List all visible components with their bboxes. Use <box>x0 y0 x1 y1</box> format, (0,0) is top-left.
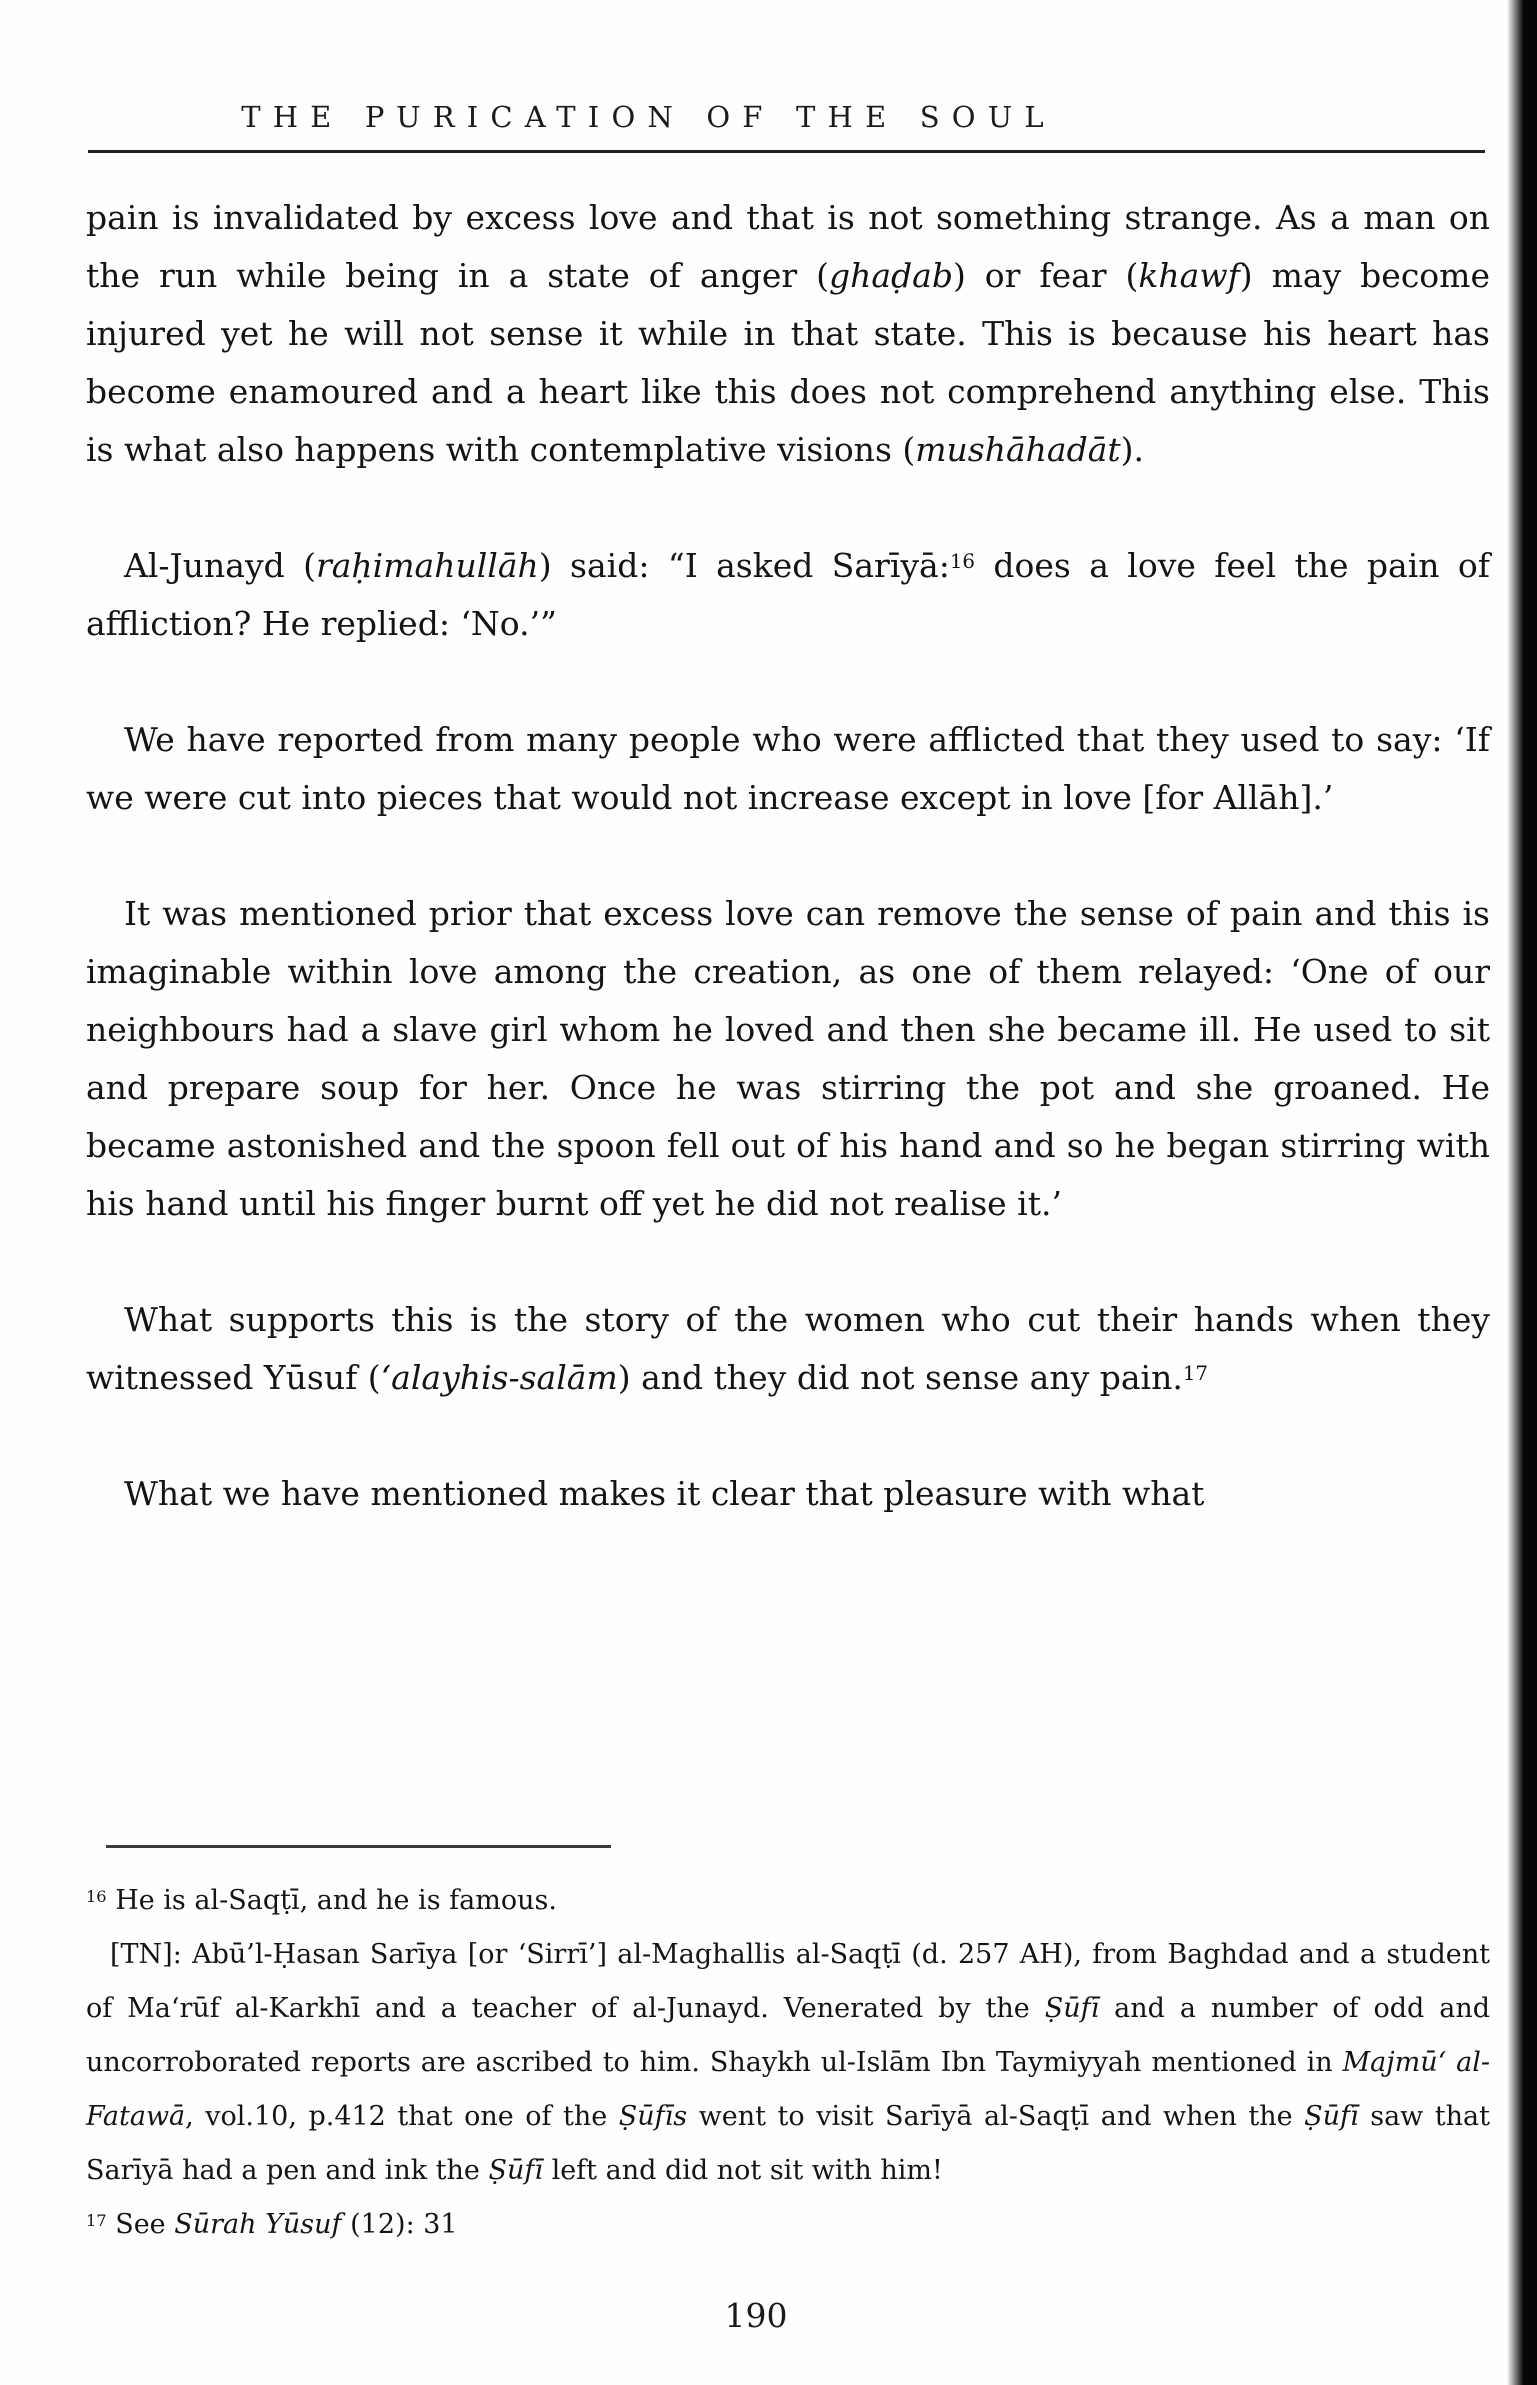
text-segment: Majmū‘ al-Fatawā <box>86 2047 1490 2132</box>
footnote-ref: 17 <box>1182 1362 1208 1386</box>
text-segment: Ṣūfīs <box>618 2101 688 2132</box>
text-segment: ) said: “I asked Sarīyā: <box>538 546 950 585</box>
text-segment: ). <box>1120 430 1145 469</box>
footnote-17 <box>86 2198 1490 2252</box>
text-segment: Ṣūfī <box>488 2155 543 2186</box>
text-segment: ‘alayhis-salām <box>380 1358 618 1397</box>
text-segment: He is al-Saqṭī, and he is famous. <box>106 1885 557 1916</box>
text-segment: It was mentioned prior that excess love can remove the sense of pain and this is imaginable within love among the creation, as one of them relayed: ‘One of our neighbours had a slave girl whom he loved and then she became ill. He used to sit and prepare soup for her. Once he was stirring the pot and she groaned. He became astonished and the spoon fell out of his hand and so he began stirring with his hand until his finger burnt off yet he did not realise it.’ <box>86 894 1490 1223</box>
text-segment: Ṣūfī <box>1304 2101 1359 2132</box>
scan-edge-bar <box>1507 0 1537 2385</box>
footnote-separator <box>106 1845 611 1848</box>
footnote-16 <box>86 1874 1490 1928</box>
text-segment: (12): 31 <box>341 2209 458 2240</box>
paragraph-what-supports <box>86 1291 1490 1407</box>
text-segment: went to visit Sarīyā al-Saqṭī and when the <box>687 2101 1305 2132</box>
paragraph-what-we-have-mentioned <box>86 1465 1490 1523</box>
text-segment: , vol.10, p.412 that one of the <box>185 2101 619 2132</box>
text-segment: ) and they did not sense any pain. <box>617 1358 1183 1397</box>
running-header: THE PURICATION OF THE SOUL <box>241 100 1056 134</box>
text-segment: ) or fear ( <box>952 256 1139 295</box>
paragraph-we-have-reported <box>86 711 1490 827</box>
text-segment: and a number of odd and uncorroborated reports are ascribed to him. Shaykh ul-Islām Ibn Taymiyyah mentioned in <box>86 1993 1490 2078</box>
paragraph-continuation <box>86 189 1490 479</box>
footnote-ref: 16 <box>949 550 975 574</box>
page-body <box>86 189 1490 1523</box>
text-segment: Al-Junayd ( <box>124 546 316 585</box>
footnote-ref: 16 <box>86 1886 107 1906</box>
paragraph-al-junayd <box>86 537 1490 653</box>
paragraph-it-was-mentioned <box>86 885 1490 1233</box>
footnote-16-translator-note <box>86 1928 1490 2198</box>
text-segment: mushāhadāt <box>915 430 1121 469</box>
text-segment: We have reported from many people who were afflicted that they used to say: ‘If we were cut into pieces that would not increase except in love [for Allāh].’ <box>86 720 1490 817</box>
text-segment: ) may become injured yet he will not sense it while in that state. This is because his heart has become enamoured and a heart like this does not comprehend anything else. This is what also happens with contemplative visions ( <box>86 256 1490 469</box>
text-segment: left and did not sit with him! <box>542 2155 943 2186</box>
footnotes-section <box>86 1845 1490 2252</box>
text-segment: See <box>106 2209 175 2240</box>
text-segment: does a love feel the pain of affliction? He replied: ‘No.’” <box>86 546 1491 643</box>
text-segment: What we have mentioned makes it clear that pleasure with what <box>124 1474 1205 1513</box>
text-segment: Ṣūfī <box>1044 1993 1100 2024</box>
text-segment: What supports this is the story of the women who cut their hands when they witnessed Yūsuf ( <box>86 1300 1490 1397</box>
text-segment: raḥimahullāh <box>315 546 539 585</box>
text-segment: [TN]: Abū’l-Ḥasan Sarīya [or ‘Sirrī’] al-Maghallis al-Saqṭī (d. 257 AH), from Baghdad and a student of Ma‘rūf al-Karkhī and a teacher of al-Junayd. Venerated by the <box>86 1939 1490 2024</box>
text-segment: Sūrah Yūsuf <box>174 2209 342 2240</box>
page-number: 190 <box>724 2296 788 2335</box>
header-rule <box>88 150 1485 153</box>
text-segment: khawf <box>1138 256 1240 295</box>
text-segment: ghaḍab <box>829 256 953 295</box>
text-segment: saw that Sarīyā had a pen and ink the <box>86 2101 1490 2186</box>
text-segment: pain is invalidated by excess love and that is not something strange. As a man on the run while being in a state of anger ( <box>86 198 1490 295</box>
footnote-ref: 17 <box>86 2210 107 2230</box>
